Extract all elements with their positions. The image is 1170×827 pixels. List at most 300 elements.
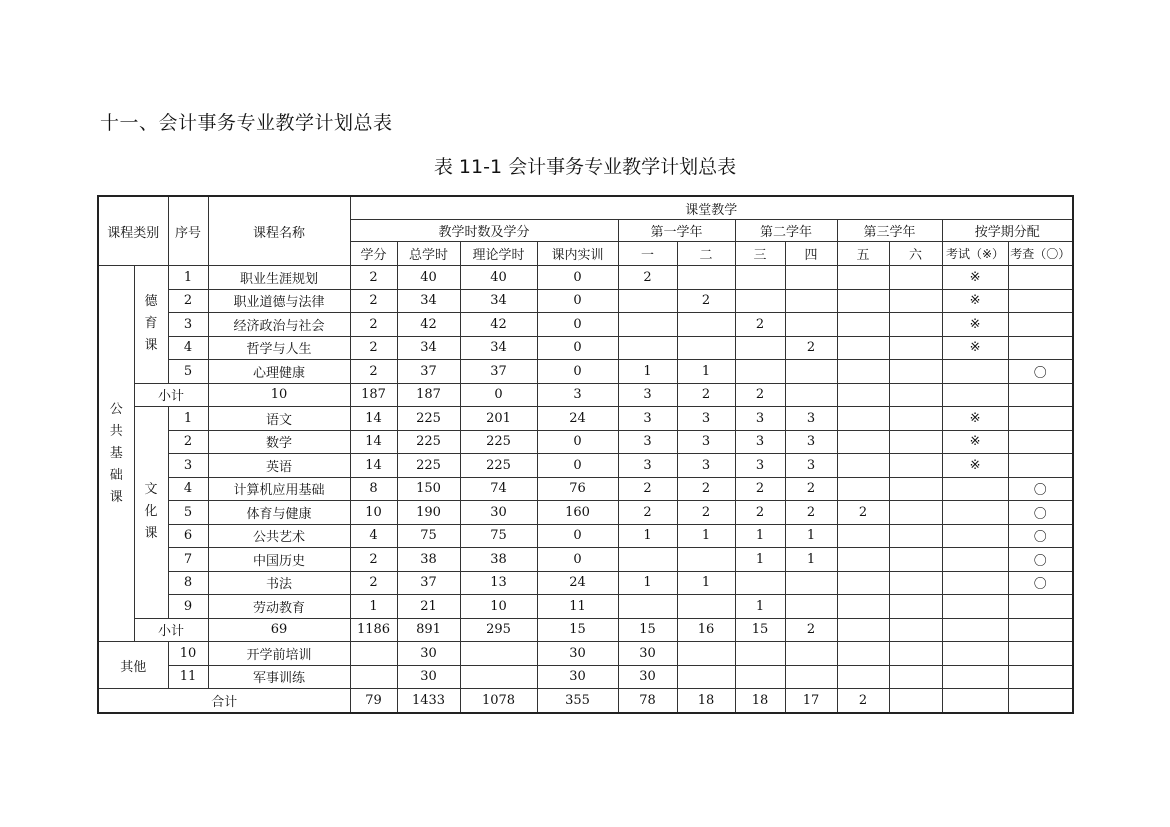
semester-1: 1 [618,571,677,595]
theory-hours: 42 [460,313,537,337]
semester-6 [889,360,942,384]
semester-6 [889,313,942,337]
practice: 11 [537,595,618,619]
semester-2: 3 [618,383,677,407]
credit: 2 [350,336,397,360]
total-hours: 37 [397,360,460,384]
exam-mark: ※ [942,336,1008,360]
semester-2 [677,266,735,290]
table-row [98,454,1073,478]
check-mark [1008,454,1073,478]
grand-total-label: 合计 [98,689,350,713]
check-mark [942,618,1008,642]
section-title: 十一、会计事务专业教学计划总表 [100,112,393,134]
exam-mark [942,501,1008,525]
table-row [98,266,1073,290]
credit: 2 [350,548,397,572]
seq-number: 2 [168,289,208,313]
header-practice: 课内实训 [537,242,618,266]
seq-number: 3 [168,454,208,478]
semester-4 [785,313,837,337]
semester-6 [837,383,889,407]
seq-number: 10 [168,642,208,666]
total-hours: 42 [397,313,460,337]
semester-1: 15 [537,618,618,642]
semester-6 [889,595,942,619]
theory-hours: 10 [460,595,537,619]
table-row [98,336,1073,360]
semester-5 [837,407,889,431]
theory-hours: 38 [460,548,537,572]
header-semester-1: 一 [618,242,677,266]
theory-hours: 1078 [460,689,537,713]
check-mark [942,383,1008,407]
credit: 10 [350,501,397,525]
semester-4: 15 [735,618,785,642]
total-hours: 225 [397,407,460,431]
semester-3 [735,665,785,689]
theory-hours: 13 [460,571,537,595]
semester-2: 18 [677,689,735,713]
semester-5 [837,524,889,548]
check-mark: 〇 [1008,524,1073,548]
semester-1: 3 [618,454,677,478]
semester-5 [785,383,837,407]
credit: 69 [208,618,350,642]
exam-mark: ※ [942,407,1008,431]
exam-mark [942,360,1008,384]
check-mark: 〇 [1008,571,1073,595]
exam-mark: ※ [942,313,1008,337]
credit: 14 [350,407,397,431]
semester-6 [889,266,942,290]
check-mark [1008,407,1073,431]
semester-1 [618,336,677,360]
semester-3 [735,360,785,384]
course-name: 经济政治与社会 [208,313,350,337]
course-name: 哲学与人生 [208,336,350,360]
semester-1: 1 [618,524,677,548]
semester-5 [837,360,889,384]
semester-1: 3 [537,383,618,407]
course-name: 心理健康 [208,360,350,384]
semester-2: 2 [677,501,735,525]
header-seq: 序号 [168,196,208,266]
semester-2: 3 [677,454,735,478]
semester-4 [785,642,837,666]
practice: 160 [537,501,618,525]
semester-2: 2 [677,289,735,313]
credit: 14 [350,454,397,478]
semester-6 [889,289,942,313]
table-row [98,501,1073,525]
total-hours: 75 [397,524,460,548]
practice: 0 [537,430,618,454]
exam-mark [942,642,1008,666]
table-row [98,689,1073,713]
table-row [98,313,1073,337]
semester-3 [735,571,785,595]
seq-number: 4 [168,477,208,501]
table-body [98,266,1073,713]
semester-5 [837,571,889,595]
practice: 0 [537,336,618,360]
subtotal-label: 小计 [134,383,208,407]
semester-4: 3 [785,407,837,431]
semester-2: 3 [677,430,735,454]
group-moral-char: 德 [144,294,158,310]
header-total-hours: 总学时 [397,242,460,266]
semester-6 [889,524,942,548]
semester-3: 2 [735,313,785,337]
theory-hours: 75 [460,524,537,548]
semester-1: 30 [618,642,677,666]
course-name: 数学 [208,430,350,454]
theory-hours: 74 [460,477,537,501]
check-mark [1008,430,1073,454]
seq-number: 8 [168,571,208,595]
credit: 10 [208,383,350,407]
semester-5 [837,289,889,313]
semester-6 [889,501,942,525]
semester-5 [837,595,889,619]
semester-3: 3 [735,430,785,454]
total-hours: 37 [397,571,460,595]
total-hours: 34 [397,336,460,360]
semester-6 [889,336,942,360]
semester-6 [837,618,889,642]
check-mark [1008,642,1073,666]
total-hours: 30 [397,642,460,666]
semester-2 [677,595,735,619]
semester-3: 18 [735,689,785,713]
total-hours: 150 [397,477,460,501]
credit [350,642,397,666]
course-name: 体育与健康 [208,501,350,525]
practice: 0 [537,524,618,548]
seq-number: 7 [168,548,208,572]
semester-1: 3 [618,430,677,454]
total-hours: 21 [397,595,460,619]
group-culture-char: 文 [144,482,158,498]
semester-1: 1 [618,360,677,384]
practice: 30 [537,642,618,666]
semester-3: 2 [677,383,735,407]
semester-4: 2 [785,501,837,525]
practice: 0 [537,289,618,313]
subtotal-label: 小计 [134,618,208,642]
check-mark: 〇 [1008,477,1073,501]
exam-mark [942,524,1008,548]
course-name: 英语 [208,454,350,478]
semester-1 [618,548,677,572]
check-mark [1008,595,1073,619]
semester-4 [785,571,837,595]
semester-6 [889,665,942,689]
table-row [98,595,1073,619]
seq-number: 2 [168,430,208,454]
table-title: 表 11-1 会计事务专业教学计划总表 [433,156,737,178]
semester-6 [889,642,942,666]
header-semester-2: 二 [677,242,735,266]
total-hours: 225 [397,454,460,478]
semester-2: 1 [677,360,735,384]
exam-mark [889,383,942,407]
practice: 76 [537,477,618,501]
group-moral [134,266,168,384]
semester-1 [618,595,677,619]
total-hours: 38 [397,548,460,572]
theory-hours: 891 [397,618,460,642]
total-hours: 1186 [350,618,397,642]
header-hours-credits: 教学时数及学分 [350,220,618,242]
theory-hours [460,665,537,689]
theory-hours: 37 [460,360,537,384]
semester-2: 15 [618,618,677,642]
table-row [98,642,1073,666]
semester-1: 2 [618,477,677,501]
header-course-category: 课程类别 [98,196,168,266]
total-hours: 225 [397,430,460,454]
group-public-basic-char: 公 [109,401,123,417]
course-name: 公共艺术 [208,524,350,548]
header-year1: 第一学年 [618,220,735,242]
theory-hours: 30 [460,501,537,525]
check-mark: 〇 [1008,548,1073,572]
header-semester-3: 三 [735,242,785,266]
exam-mark: ※ [942,266,1008,290]
check-mark [1008,266,1073,290]
group-public-basic-char: 基 [109,445,123,461]
credit: 2 [350,360,397,384]
header-by-semester: 按学期分配 [942,220,1073,242]
total-hours: 30 [397,665,460,689]
semester-5: 2 [785,618,837,642]
seq-number: 3 [168,313,208,337]
semester-2: 1 [677,571,735,595]
table-row [98,360,1073,384]
practice: 30 [537,665,618,689]
group-public-basic [98,266,134,642]
check-mark: 〇 [1008,501,1073,525]
credit: 79 [350,689,397,713]
seq-number: 11 [168,665,208,689]
table-row [98,524,1073,548]
header-semester-6: 六 [889,242,942,266]
semester-5: 2 [837,501,889,525]
semester-2 [677,336,735,360]
table-row [98,665,1073,689]
course-name: 劳动教育 [208,595,350,619]
table-row [98,548,1073,572]
semester-3 [735,642,785,666]
seq-number: 5 [168,501,208,525]
practice: 0 [537,266,618,290]
semester-1: 2 [618,266,677,290]
practice: 0 [537,548,618,572]
semester-2 [677,313,735,337]
group-other: 其他 [98,642,168,689]
theory-hours: 201 [460,407,537,431]
semester-6 [889,571,942,595]
group-culture [134,407,168,619]
credit: 1 [350,595,397,619]
total-hours: 34 [397,289,460,313]
semester-3: 2 [735,501,785,525]
seq-number: 1 [168,407,208,431]
practice: 295 [460,618,537,642]
check-mark [1008,313,1073,337]
seq-number: 1 [168,266,208,290]
check-mark [1008,289,1073,313]
header-year3: 第三学年 [837,220,942,242]
credit [350,665,397,689]
credit: 8 [350,477,397,501]
semester-6 [889,407,942,431]
check-mark [1008,689,1073,713]
semester-4 [785,289,837,313]
semester-5 [837,266,889,290]
semester-4 [785,360,837,384]
exam-mark [942,665,1008,689]
exam-mark [942,595,1008,619]
credit: 2 [350,571,397,595]
semester-3: 16 [677,618,735,642]
practice: 0 [537,313,618,337]
semester-6 [889,477,942,501]
semester-2: 2 [677,477,735,501]
credit: 2 [350,289,397,313]
semester-3 [735,289,785,313]
table-row [98,289,1073,313]
semester-3 [735,266,785,290]
exam-mark [942,689,1008,713]
semester-5 [837,430,889,454]
practice: 24 [537,407,618,431]
semester-6 [889,454,942,478]
course-name: 职业生涯规划 [208,266,350,290]
check-mark [1008,665,1073,689]
group-public-basic-char: 共 [109,423,123,439]
semester-6 [889,548,942,572]
semester-3 [735,336,785,360]
check-mark: 〇 [1008,360,1073,384]
credit: 2 [350,313,397,337]
theory-hours [460,642,537,666]
semester-6 [889,689,942,713]
total-hours: 187 [350,383,397,407]
practice: 355 [537,689,618,713]
semester-4: 1 [785,548,837,572]
group-culture-char: 化 [144,504,158,520]
seq-number: 4 [168,336,208,360]
semester-5 [837,642,889,666]
course-name: 语文 [208,407,350,431]
header-credit: 学分 [350,242,397,266]
total-hours: 190 [397,501,460,525]
semester-2 [677,548,735,572]
credit: 14 [350,430,397,454]
semester-3: 1 [735,524,785,548]
semester-6 [889,430,942,454]
semester-5: 2 [837,689,889,713]
semester-4: 1 [785,524,837,548]
practice: 0 [537,454,618,478]
semester-2: 1 [677,524,735,548]
course-name: 军事训练 [208,665,350,689]
total-hours: 40 [397,266,460,290]
semester-5 [837,336,889,360]
theory-hours: 225 [460,430,537,454]
semester-4: 3 [785,430,837,454]
credit: 2 [350,266,397,290]
table-row [98,618,1073,642]
semester-5 [837,477,889,501]
semester-4: 17 [785,689,837,713]
course-name: 计算机应用基础 [208,477,350,501]
exam-mark: ※ [942,454,1008,478]
semester-1: 2 [618,501,677,525]
theory-hours: 40 [460,266,537,290]
course-name: 书法 [208,571,350,595]
header-exam: 考试（※） [942,242,1008,266]
practice: 0 [537,360,618,384]
theory-hours: 34 [460,289,537,313]
semester-4: 2 [735,383,785,407]
exam-mark [942,571,1008,595]
practice: 24 [537,571,618,595]
table-row [98,430,1073,454]
credit: 4 [350,524,397,548]
header-classroom: 课堂教学 [350,196,1073,220]
semester-1: 78 [618,689,677,713]
semester-3: 3 [735,407,785,431]
practice: 0 [460,383,537,407]
semester-2 [677,665,735,689]
teaching-plan-table [97,195,1074,714]
semester-4: 2 [785,477,837,501]
theory-hours: 187 [397,383,460,407]
seq-number: 5 [168,360,208,384]
theory-hours: 34 [460,336,537,360]
header-semester-5: 五 [837,242,889,266]
semester-3: 1 [735,548,785,572]
semester-1 [618,313,677,337]
exam-mark: ※ [942,430,1008,454]
exam-mark [942,477,1008,501]
exam-mark: ※ [942,289,1008,313]
group-moral-char: 课 [144,338,158,354]
semester-3: 3 [735,454,785,478]
header-year2: 第二学年 [735,220,837,242]
semester-3: 1 [735,595,785,619]
semester-1: 3 [618,407,677,431]
course-name: 职业道德与法律 [208,289,350,313]
semester-3: 2 [735,477,785,501]
seq-number: 9 [168,595,208,619]
course-name: 中国历史 [208,548,350,572]
semester-4: 3 [785,454,837,478]
group-moral-char: 育 [144,316,158,332]
semester-4 [785,665,837,689]
exam-mark [889,618,942,642]
semester-5 [837,665,889,689]
table-row [98,477,1073,501]
semester-5 [837,454,889,478]
table-row [98,383,1073,407]
exam-mark [942,548,1008,572]
total-hours: 1433 [397,689,460,713]
